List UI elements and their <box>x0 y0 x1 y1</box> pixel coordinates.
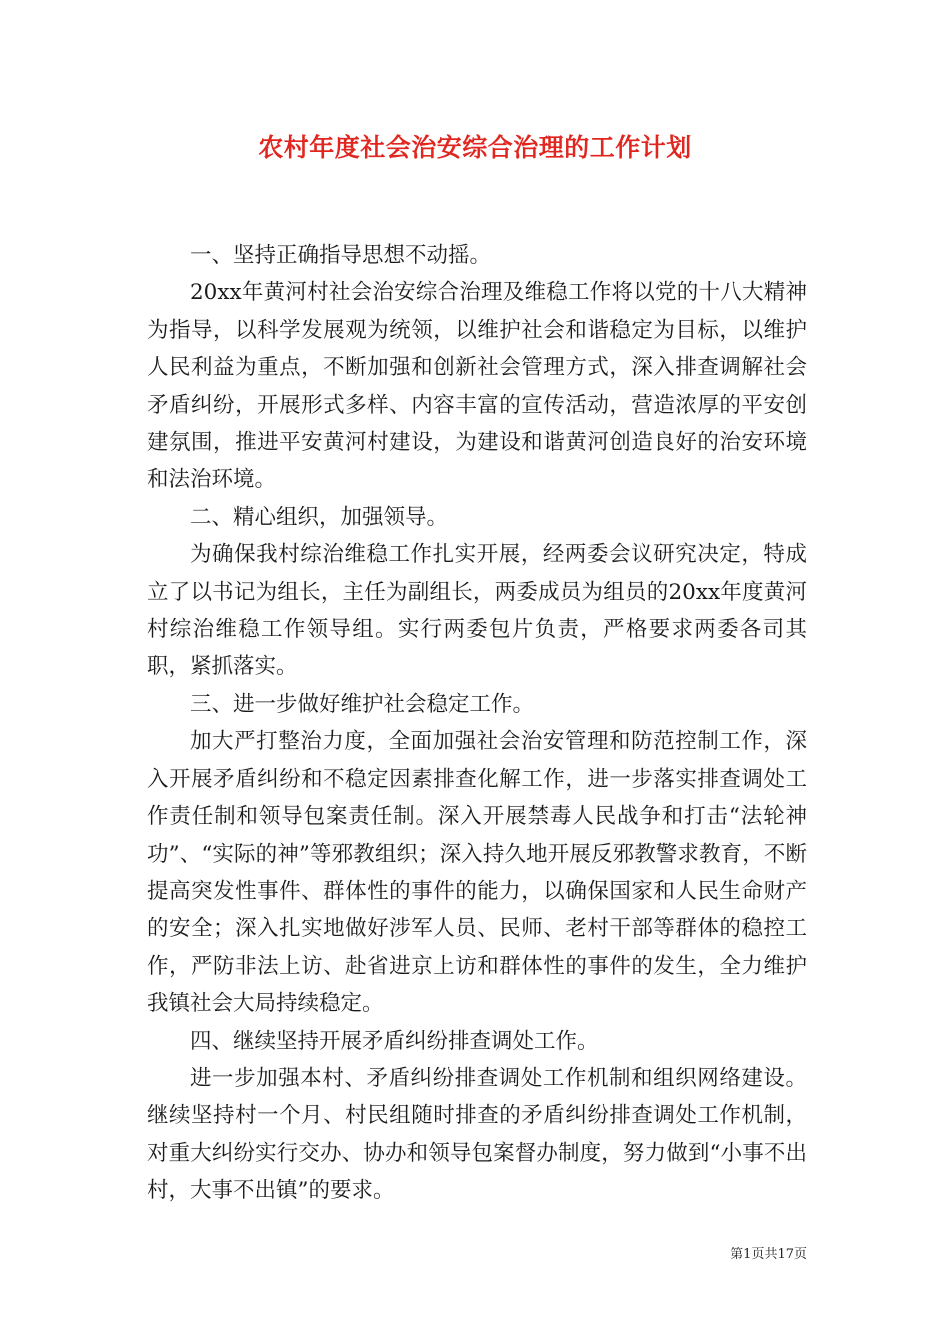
document-title: 农村年度社会治安综合治理的工作计划 <box>258 133 692 162</box>
section-heading-2: 二、精心组织，加强领导。 <box>190 504 449 530</box>
section-paragraph-4: 进一步加强本村、矛盾纠纷排查调处工作机制和组织网络建设。继续坚持村一个月、村民组随时排查的矛盾纠纷排查调处工作机制，对重大纠纷实行交办、协办和领导包案督办制度，努力做到“小事不出村，大事不出镇”的要求。 <box>147 1065 807 1204</box>
section-paragraph-3: 加大严打整治力度，全面加强社会治安管理和防范控制工作，深入开展矛盾纠纷和不稳定因素排查化解工作，进一步落实排查调处工作责任制和领导包案责任制。深入开展禁毒人民战争和打击“法轮神功”、“实际的神”等邪教组织；深入持久地开展反邪教警求教育，不断提高突发性事件、群体性的事件的能力，以确保国家和人民生命财产的安全；深入扎实地做好涉军人员、民师、老村干部等群体的稳控工作，严防非法上访、赴省进京上访和群体性的事件的发生，全力维护我镇社会大局持续稳定。 <box>147 729 807 1017</box>
section-heading-3: 三、进一步做好维护社会稳定工作。 <box>190 691 535 717</box>
document-body <box>147 237 807 1210</box>
section-paragraph-2: 为确保我村综治维稳工作扎实开展，经两委会议研究决定，特成立了以书记为组长，主任为副组长，两委成员为组员的20xx年度黄河村综治维稳工作领导组。实行两委包片负责，严格要求两委各司其职，紧抓落实。 <box>147 542 807 680</box>
section-heading-1: 一、坚持正确指导思想不动摇。 <box>190 243 492 268</box>
section-paragraph-1: 20xx年黄河村社会治安综合治理及维稳工作将以党的十八大精神为指导，以科学发展观为统领，以维护社会和谐稳定为目标，以维护人民利益为重点，不断加强和创新社会管理方式，深入排查调解社会矛盾纠纷，开展形式多样、内容丰富的宣传活动，营造浓厚的平安创建氛围，推进平安黄河村建设，为建设和谐黄河创造良好的治安环境和法治环境。 <box>147 280 807 493</box>
section-heading-4: 四、继续坚持开展矛盾纠纷排查调处工作。 <box>190 1028 599 1054</box>
page-number: 第1页共17页 <box>730 1247 807 1262</box>
